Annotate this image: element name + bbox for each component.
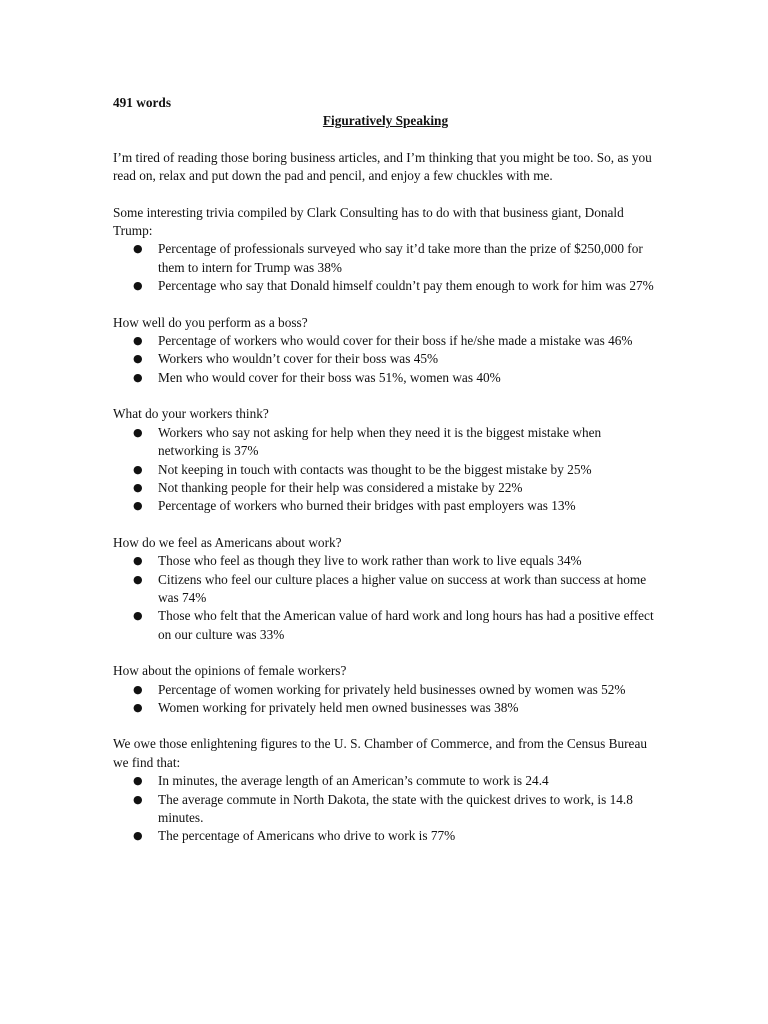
list-item [113, 424, 658, 461]
bullet-list [113, 240, 658, 295]
list-item [113, 791, 658, 828]
list-item [113, 607, 658, 644]
list-item [113, 827, 658, 845]
bullet-icon: ● [133, 480, 143, 494]
bullet-icon: ● [133, 572, 143, 586]
document-title: Figuratively Speaking [322, 113, 449, 129]
spacer [113, 131, 658, 149]
bullet-icon: ● [133, 609, 143, 623]
list-item [113, 369, 658, 387]
spacer [113, 186, 658, 204]
bullet-icon: ● [133, 279, 143, 293]
bullet-icon: ● [133, 425, 143, 439]
list-item-text: Workers who say not asking for help when they need it is the biggest mistake when networking is 37% [158, 424, 602, 459]
list-item-text: Men who would cover for their boss was 51%, women was 40% [158, 369, 501, 385]
section-heading: How well do you perform as a boss? [113, 314, 308, 330]
list-item [113, 240, 658, 277]
bullet-list [113, 681, 658, 718]
list-item [113, 479, 658, 497]
bullet-list [113, 552, 658, 644]
bullet-icon: ● [133, 352, 143, 366]
section-americans [113, 534, 658, 644]
list-item-text: Citizens who feel our culture places a higher value on success at work than success at home was 74% [158, 571, 647, 605]
bullet-icon: ● [133, 792, 143, 806]
spacer [113, 717, 658, 735]
list-item [113, 571, 658, 608]
bullet-icon: ● [133, 682, 143, 696]
bullet-icon: ● [133, 700, 143, 714]
list-item-text: Percentage of women working for privately held businesses owned by women was 52% [158, 681, 626, 697]
list-item [113, 461, 658, 479]
list-item-text: Those who feel as though they live to work rather than work to live equals 34% [158, 553, 582, 569]
list-item-text: Not thanking people for their help was considered a mistake by 22% [158, 479, 523, 495]
section-heading: How do we feel as Americans about work? [113, 534, 342, 550]
list-item-text: Percentage of professionals surveyed who say it’d take more than the prize of $250,000 for them to intern for Trump was 38% [158, 241, 643, 275]
bullet-icon: ● [133, 829, 143, 843]
list-item [113, 277, 658, 295]
list-item-text: Those who felt that the American value of hard work and long hours has had a positive effect on our culture was 33% [158, 608, 654, 642]
section-workers [113, 405, 658, 515]
spacer [113, 644, 658, 662]
document-page [113, 94, 658, 846]
list-item [113, 332, 658, 350]
list-item-text: Not keeping in touch with contacts was thought to be the biggest mistake by 25% [158, 461, 592, 477]
section-female-workers [113, 662, 658, 717]
bullet-icon: ● [133, 554, 143, 568]
bullet-icon: ● [133, 334, 143, 348]
bullet-icon: ● [133, 242, 143, 256]
section-heading: What do your workers think? [113, 406, 269, 422]
bullet-list [113, 772, 658, 846]
spacer [113, 387, 658, 405]
bullet-icon: ● [133, 462, 143, 476]
list-item [113, 552, 658, 570]
list-item [113, 350, 658, 368]
section-heading: How about the opinions of female workers? [113, 663, 347, 679]
list-item-text: Women working for privately held men owned businesses was 38% [158, 699, 519, 715]
intro-paragraph: I’m tired of reading those boring business articles, and I’m thinking that you might be too. So, as you read on, relax and put down the pad and pencil, and enjoy a few chuckles with me. [113, 149, 652, 184]
section-census [113, 735, 658, 845]
list-item-text: Percentage who say that Donald himself couldn’t pay them enough to work for him was 27% [158, 278, 654, 294]
list-item-text: In minutes, the average length of an American’s commute to work is 24.4 [158, 773, 549, 789]
list-item-text: Workers who wouldn’t cover for their boss was 45% [158, 351, 439, 367]
spacer [113, 516, 658, 534]
spacer [113, 296, 658, 314]
list-item [113, 681, 658, 699]
list-item-text: The average commute in North Dakota, the state with the quickest drives to work, is 14.8 minutes. [158, 791, 633, 825]
list-item-text: Percentage of workers who would cover for their boss if he/she made a mistake was 46% [158, 333, 633, 349]
list-item [113, 699, 658, 717]
bullet-icon: ● [133, 774, 143, 788]
bullet-list [113, 332, 658, 387]
section-heading: We owe those enlightening figures to the U. S. Chamber of Commerce, and from the Census Bureau we find that: [113, 736, 648, 770]
bullet-icon: ● [133, 499, 143, 513]
list-item [113, 772, 658, 790]
list-item-text: The percentage of Americans who drive to work is 77% [158, 828, 456, 844]
bullet-list [113, 424, 658, 516]
bullet-icon: ● [133, 370, 143, 384]
word-count: 491 words [113, 95, 171, 110]
list-item [113, 497, 658, 515]
section-boss [113, 314, 658, 388]
section-clark-consulting [113, 204, 658, 296]
list-item-text: Percentage of workers who burned their bridges with past employers was 13% [158, 498, 576, 514]
section-heading: Some interesting trivia compiled by Clark Consulting has to do with that business giant, Donald Trump: [113, 204, 624, 239]
